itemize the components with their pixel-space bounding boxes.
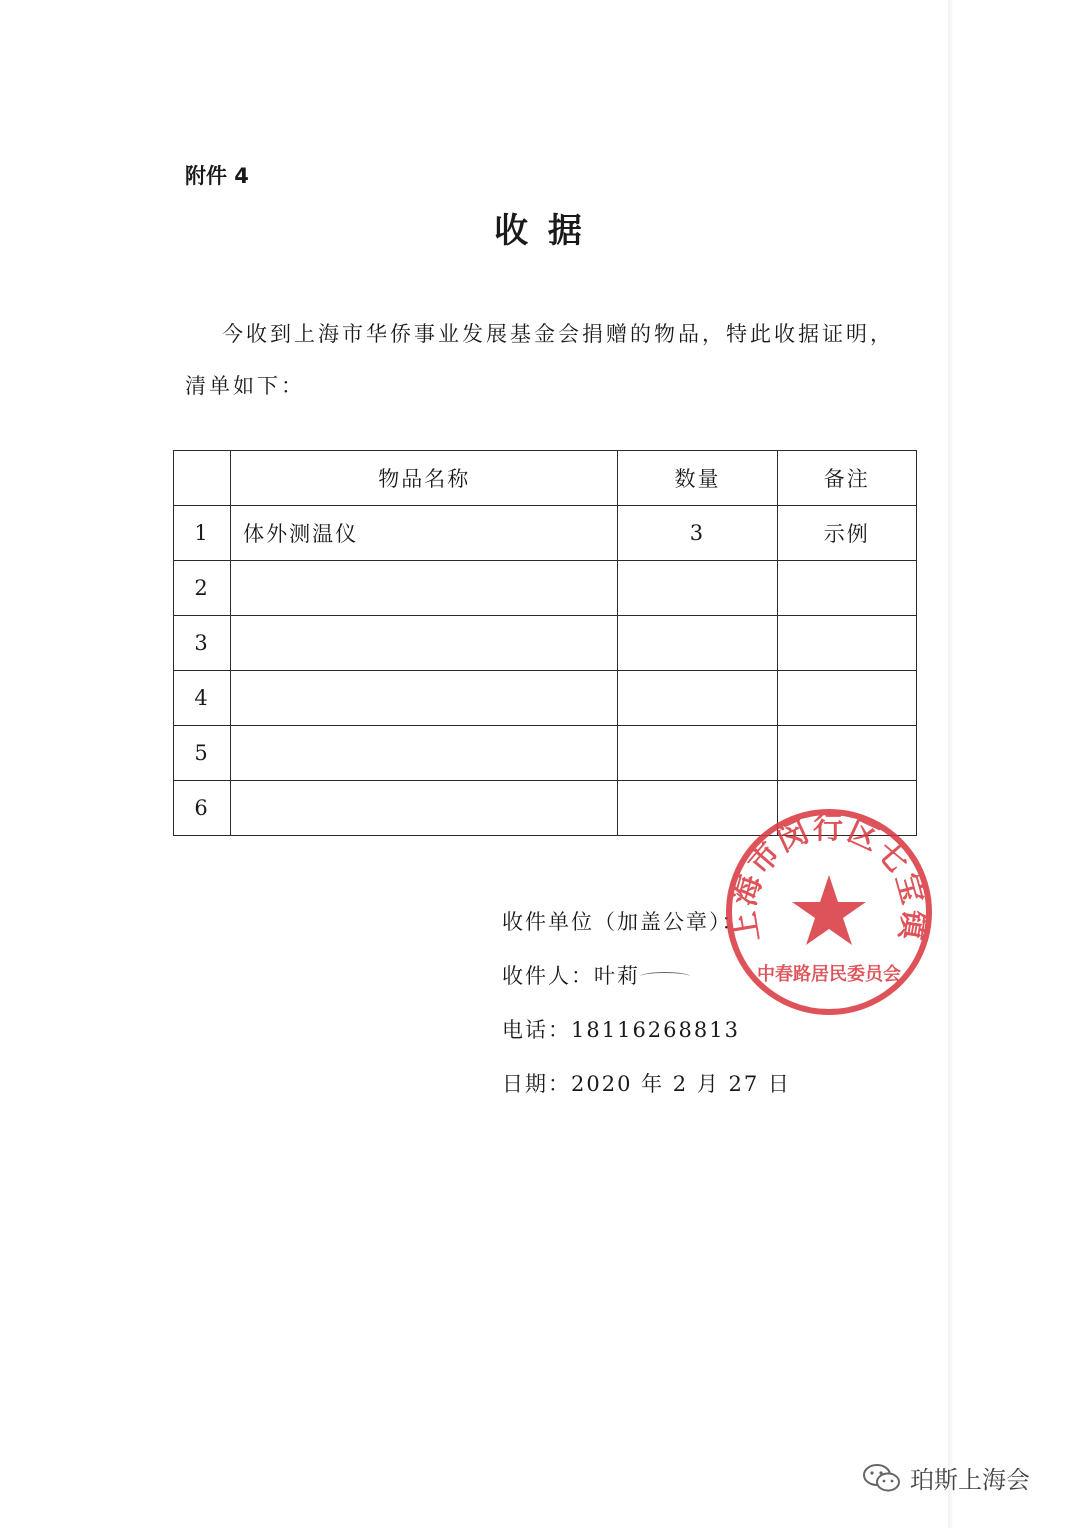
row-quantity	[618, 561, 777, 616]
row-note: 示例	[777, 506, 917, 561]
document-title: 收 据	[494, 211, 586, 251]
row-item-name	[231, 616, 618, 671]
attachment-label: 附件 4	[185, 164, 249, 188]
receiver-date: 日期：2020 年 2 月 27 日	[502, 1072, 791, 1096]
row-quantity	[618, 726, 777, 781]
row-number: 2	[174, 561, 231, 616]
watermark	[862, 1460, 1030, 1495]
wechat-icon	[862, 1462, 902, 1494]
intro-line-2: 清单如下：	[185, 374, 305, 398]
watermark-text: 珀斯上海会	[910, 1466, 1030, 1494]
receiver-phone: 电话：18116268813	[502, 1018, 740, 1042]
row-number: 3	[174, 616, 231, 671]
table-header-quantity: 数量	[618, 451, 777, 506]
red-official-seal-icon	[722, 805, 936, 1019]
table-header-row	[174, 451, 917, 506]
table-row	[174, 616, 917, 671]
row-note	[777, 561, 917, 616]
row-number: 5	[174, 726, 231, 781]
table-header-number	[174, 451, 231, 506]
receiver-person: 收件人：叶莉	[502, 964, 640, 988]
svg-text:上海市闵行区七宝镇: 上海市闵行区七宝镇	[726, 811, 932, 945]
row-number: 1	[174, 506, 231, 561]
row-quantity	[618, 616, 777, 671]
table-header-note: 备注	[777, 451, 917, 506]
row-item-name	[231, 726, 618, 781]
row-item-name	[231, 671, 618, 726]
table-row	[174, 561, 917, 616]
receiver-unit-label: 收件单位（加盖公章）：	[502, 910, 745, 934]
svg-text:中春路居民委员会: 中春路居民委员会	[757, 964, 901, 985]
items-table	[173, 450, 917, 836]
row-item-name	[231, 561, 618, 616]
intro-line-1: 今收到上海市华侨事业发展基金会捐赠的物品，特此收据证明，	[222, 322, 894, 346]
handwritten-signature-stroke	[640, 972, 690, 981]
row-note	[777, 671, 917, 726]
table-row	[174, 506, 917, 561]
row-number: 6	[174, 781, 231, 836]
row-item-name	[231, 781, 618, 836]
table-header-item-name: 物品名称	[231, 451, 618, 506]
row-item-name: 体外测温仪	[231, 506, 618, 561]
table-row	[174, 671, 917, 726]
row-quantity	[618, 671, 777, 726]
row-note	[777, 616, 917, 671]
row-number: 4	[174, 671, 231, 726]
row-note	[777, 726, 917, 781]
row-quantity: 3	[618, 506, 777, 561]
table-row	[174, 726, 917, 781]
